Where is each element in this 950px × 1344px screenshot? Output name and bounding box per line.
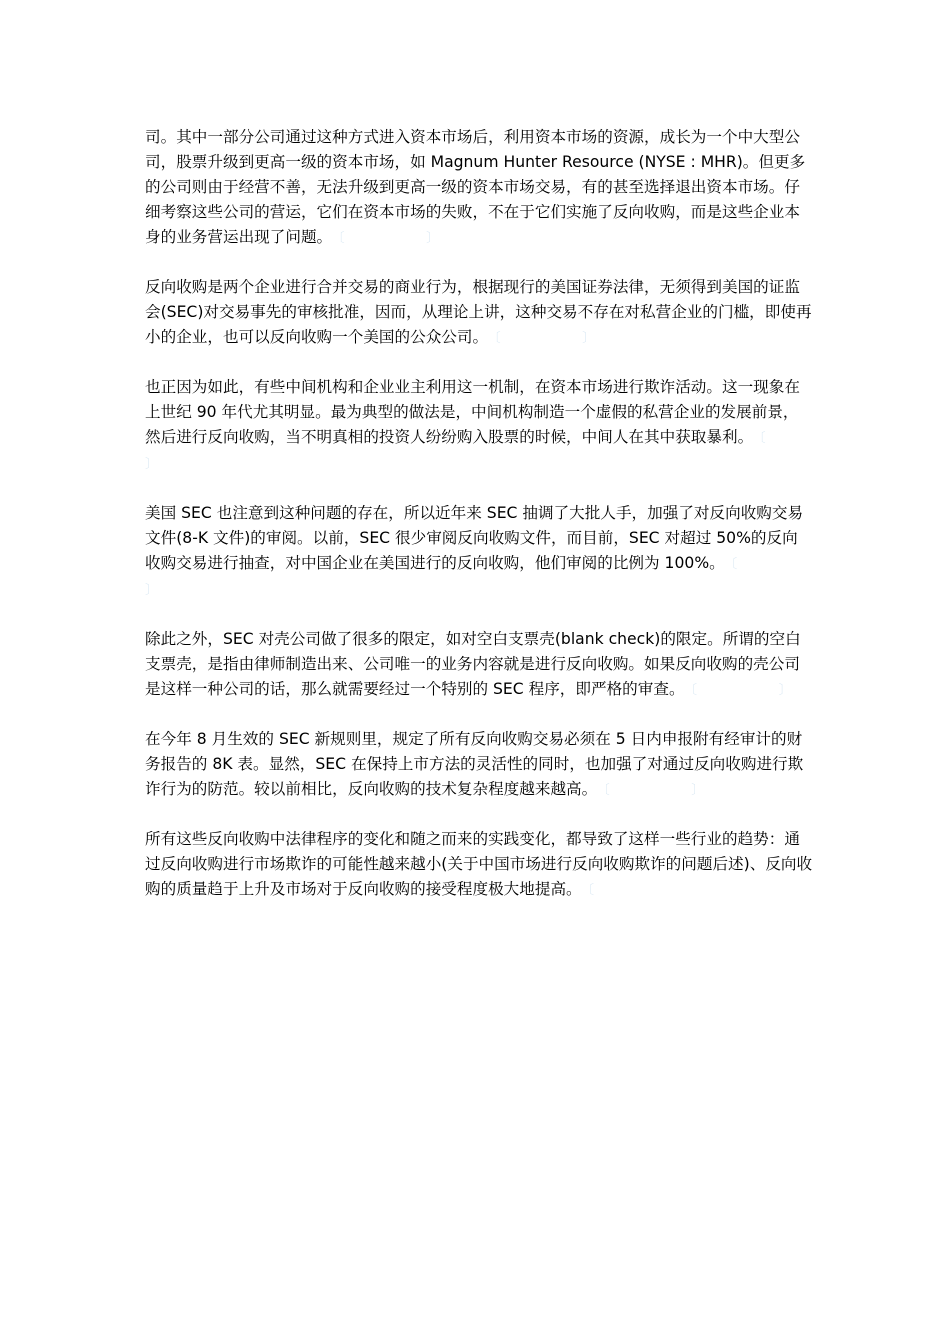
paragraph-text: 司。其中一部分公司通过这种方式进入资本市场后，利用资本市场的资源，成长为一个中大型公司，股票升级到更高一级的资本市场，如 Magnum Hunter Resource (NYSE : MHR)。但更多的公司则由于经营不善，无法升级到更高一级的资本市场交易，有的甚至选择退出资本市场。仔细考察这些公司的营运，它们在资本市场的失败，不在于它们实施了反向收购，而是这些企业本身的业务营运出现了问题。 <box>145 128 806 246</box>
paragraph-4 <box>145 501 819 603</box>
faint-watermark-mark: 〔 〕 <box>603 783 705 798</box>
paragraph-2 <box>145 275 813 351</box>
paragraph-7 <box>145 827 813 903</box>
faint-watermark-mark: 〔 〕 <box>145 431 848 472</box>
faint-watermark-mark: 〔 <box>587 883 595 898</box>
paragraph-text: 反向收购是两个企业进行合并交易的商业行为，根据现行的美国证券法律，无须得到美国的证监会(SEC)对交易事先的审核批准，因而，从理论上讲，这种交易不存在对私营企业的门槛，即使再小的企业，也可以反向收购一个美国的公众公司。 <box>145 278 812 346</box>
faint-watermark-mark: 〔 〕 <box>145 557 819 598</box>
document-body <box>145 125 848 927</box>
paragraph-3 <box>145 375 848 477</box>
paragraph-text: 也正因为如此，有些中间机构和企业业主利用这一机制，在资本市场进行欺诈活动。这一现象在上世纪 90 年代尤其明显。最为典型的做法是，中间机构制造一个虚假的私营企业的发展前景，然后进行反向收购，当不明真相的投资人纷纷购入股票的时候，中间人在其中获取暴利。 <box>145 378 800 446</box>
paragraph-6 <box>145 727 813 803</box>
paragraph-text: 除此之外，SEC 对壳公司做了很多的限定，如对空白支票壳(blank check)的限定。所谓的空白支票壳，是指由律师制造出来、公司唯一的业务内容就是进行反向收购。如果反向收购的壳公司是这样一种公司的话，那么就需要经过一个特别的 SEC 程序，即严格的审查。 <box>145 630 801 698</box>
paragraph-5 <box>145 627 813 703</box>
paragraph-1 <box>145 125 813 251</box>
faint-watermark-mark: 〔 〕 <box>338 231 440 246</box>
paragraph-text: 美国 SEC 也注意到这种问题的存在，所以近年来 SEC 抽调了大批人手，加强了对反向收购交易文件(8-K 文件)的审阅。以前，SEC 很少审阅反向收购文件，而目前，SEC 对超过 50%的反向收购交易进行抽查，对中国企业在美国进行的反向收购，他们审阅的比例为 100%。 <box>145 504 804 572</box>
faint-watermark-mark: 〔 〕 <box>494 331 596 346</box>
faint-watermark-mark: 〔 〕 <box>690 683 793 698</box>
paragraph-text: 所有这些反向收购中法律程序的变化和随之而来的实践变化，都导致了这样一些行业的趋势：通过反向收购进行市场欺诈的可能性越来越小(关于中国市场进行反向收购欺诈的问题后述)、反向收购的质量趋于上升及市场对于反向收购的接受程度极大地提高。 <box>145 830 813 898</box>
paragraph-text: 在今年 8 月生效的 SEC 新规则里，规定了所有反向收购交易必须在 5 日内申报附有经审计的财务报告的 8K 表。显然，SEC 在保持上市方法的灵活性的同时，也加强了对通过反向收购进行欺诈行为的防范。较以前相比，反向收购的技术复杂程度越来越高。 <box>145 730 804 798</box>
